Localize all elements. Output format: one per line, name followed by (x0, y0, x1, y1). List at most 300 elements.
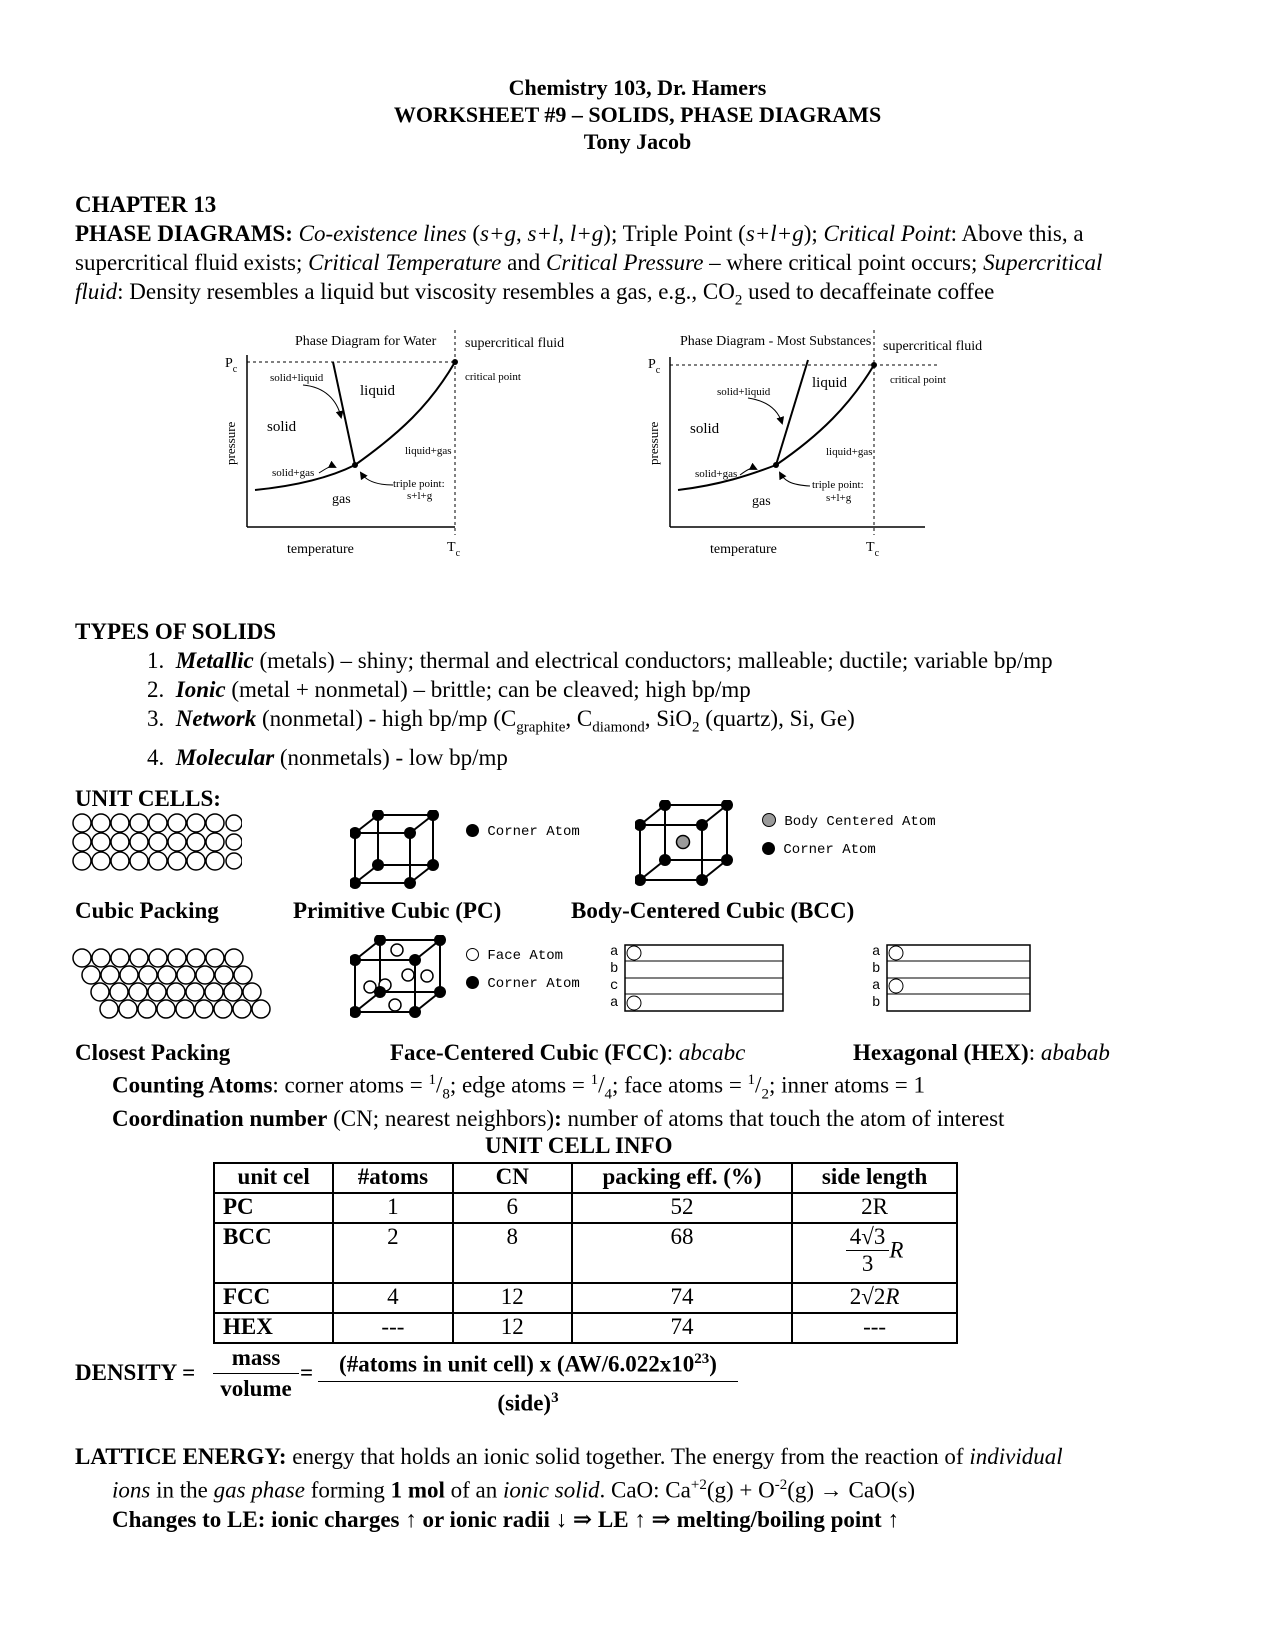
density-formula (318, 1343, 738, 1419)
text: s+g (480, 221, 516, 246)
path (303, 385, 341, 417)
circle (100, 1000, 118, 1018)
text: ) (709, 1351, 717, 1377)
text: 1. (147, 648, 165, 673)
density-equals: = (300, 1360, 314, 1385)
text: (CN; nearest neighbors) (327, 1106, 555, 1131)
circle (205, 983, 223, 1001)
circle (130, 833, 148, 851)
text: used to decaffeinate coffee (742, 279, 995, 304)
circle (82, 966, 100, 984)
liquid-gas-label: liquid+gas (405, 445, 452, 457)
text: (g) → CaO(s) (787, 1477, 915, 1503)
text: 4. (147, 744, 165, 770)
text: l+g (569, 221, 604, 246)
circle (206, 852, 224, 870)
circle (889, 979, 903, 993)
text: Corner Atom (487, 824, 580, 840)
text: . CaO: Ca (599, 1477, 691, 1503)
text: s+l+g (745, 221, 804, 246)
text: 1 (428, 1072, 436, 1088)
text: Ionic (175, 677, 226, 702)
td: 12 (453, 1283, 572, 1313)
circle (627, 996, 641, 1010)
circle (627, 946, 641, 960)
text: : corner atoms = (272, 1072, 429, 1098)
text (75, 1471, 1225, 1505)
td: FCC (214, 1283, 333, 1313)
circle (233, 1000, 251, 1018)
circle (168, 852, 186, 870)
solid-gas-label: solid+gas (695, 468, 738, 480)
circle (73, 852, 91, 870)
circle (187, 852, 205, 870)
td: 2R (792, 1193, 957, 1223)
circle (404, 827, 416, 839)
circle (206, 833, 224, 851)
circle (243, 983, 261, 1001)
text: c (455, 548, 461, 559)
melting-curve (333, 362, 355, 465)
circle (167, 983, 185, 1001)
td: 8 (453, 1223, 572, 1283)
text: : Above this, a (950, 221, 1084, 246)
circle (157, 1000, 175, 1018)
circle (101, 966, 119, 984)
fcc-side-length (792, 1283, 957, 1313)
critical-point-label: critical point (890, 374, 946, 386)
text: 8 (442, 1086, 450, 1103)
td: side length (792, 1163, 957, 1193)
supercritical-label: supercritical fluid (883, 339, 983, 354)
circle (129, 983, 147, 1001)
circle (409, 1006, 421, 1018)
circle (186, 983, 204, 1001)
circle (391, 944, 403, 956)
phase-label: PHASE DIAGRAMS: (75, 221, 293, 246)
fcc-layer-labels (610, 944, 618, 1012)
density-mass-volume (213, 1343, 299, 1404)
phase-intro-line2 (75, 248, 1215, 277)
circle (119, 1000, 137, 1018)
circle (659, 854, 671, 866)
text: √2 (861, 1284, 886, 1309)
gas-label: gas (752, 494, 771, 509)
pc-label (225, 356, 238, 375)
text: diamond (592, 719, 645, 736)
text: 4√3 (846, 1224, 890, 1251)
critical-point-dot (871, 362, 877, 368)
body-centered-atom (677, 836, 690, 849)
types-heading: TYPES OF SOLIDS (75, 619, 277, 644)
circle (434, 986, 446, 998)
text: in the (150, 1477, 214, 1503)
text: T (866, 540, 875, 555)
triple-point-dot (352, 462, 358, 468)
solid-type-item (75, 675, 1225, 704)
circle (73, 949, 91, 967)
circle (92, 852, 110, 870)
text: Critical Pressure (546, 250, 704, 275)
path (319, 466, 335, 473)
text: , SiO (644, 706, 693, 731)
circle (372, 859, 384, 871)
temperature-axis-label: temperature (710, 542, 777, 557)
text: : Density resembles a liquid but viscosity resembles a gas, e.g., CO (117, 279, 735, 304)
circle (149, 852, 167, 870)
circle (91, 983, 109, 1001)
circle (389, 999, 401, 1011)
svg (624, 944, 794, 1014)
text: (#atoms in unit cell) x (AW/6.022x10 (339, 1351, 695, 1377)
circle (402, 969, 414, 981)
pc-label (648, 357, 661, 376)
td: 4 (333, 1283, 452, 1313)
circle (404, 877, 416, 889)
text (846, 1224, 890, 1277)
text: b (610, 961, 619, 977)
text: graphite (516, 719, 566, 736)
text: energy that holds an ionic solid together. The energy from the reaction of (286, 1444, 970, 1469)
td: 68 (572, 1223, 792, 1283)
text: 2 (761, 1086, 769, 1103)
circle (224, 983, 242, 1001)
circle (111, 852, 129, 870)
circle (187, 833, 205, 851)
text: individual (969, 1444, 1063, 1469)
text: mass (213, 1343, 299, 1374)
td: packing eff. (%) (572, 1163, 792, 1193)
text: Molecular (175, 744, 275, 770)
hex-label: Hexagonal (HEX): ababab (853, 1040, 1110, 1065)
text: P (648, 357, 656, 372)
text: number of atoms that touch the atom of interest (561, 1106, 1005, 1131)
diagram-title: Phase Diagram - Most Substances (680, 334, 872, 349)
coexistence-term: Co-existence lines (298, 221, 467, 246)
circle (130, 814, 148, 832)
supercritical-label: supercritical fluid (465, 336, 565, 351)
td: 74 (572, 1283, 792, 1313)
fcc-label: Face-Centered Cubic (FCC): abcabc (390, 1040, 746, 1065)
circle (168, 833, 186, 851)
phase-intro-line1 (75, 219, 1215, 248)
text: b (872, 961, 881, 977)
unit-cell-table-title: UNIT CELL INFO (485, 1133, 673, 1158)
text: LATTICE ENERGY: (75, 1444, 287, 1469)
text: Metallic (175, 648, 254, 673)
counting-atoms: Counting Atoms: corner atoms = $^1/_8$; edge atoms = $^1/_4$; face atoms = $^1/_2$; inner atoms = 1 (112, 1072, 925, 1103)
text: +2 (690, 1477, 707, 1493)
td: #atoms (333, 1163, 452, 1193)
circle (196, 966, 214, 984)
circle (195, 1000, 213, 1018)
text: supercritical fluid exists; (75, 250, 309, 275)
tc-label (866, 540, 880, 559)
corner-atom-icon (762, 842, 775, 855)
text: (nonmetals) - low bp/mp (274, 744, 508, 770)
text: ; edge atoms = (449, 1072, 591, 1098)
solid-gas-label: solid+gas (272, 467, 315, 479)
text: 3 (861, 1251, 874, 1276)
text: Critical Point (823, 221, 951, 246)
td: --- (792, 1313, 957, 1343)
path (780, 473, 810, 486)
text: 1 (590, 1072, 599, 1088)
gas-label: gas (332, 492, 351, 507)
path (361, 473, 393, 485)
text: (quartz), Si, Ge) (699, 706, 855, 731)
circle (139, 966, 157, 984)
text: Corner Atom (783, 842, 876, 858)
worksheet-title: WORKSHEET #9 – SOLIDS, PHASE DIAGRAMS (393, 102, 882, 127)
triple-point-phases: s+l+g (407, 490, 433, 502)
circle (111, 833, 129, 851)
text: c (655, 365, 661, 376)
circle (225, 949, 243, 967)
circle (234, 966, 252, 984)
triple-point-label: triple point: (393, 478, 445, 490)
circle (92, 833, 110, 851)
circle (187, 814, 205, 832)
solid-type-item (75, 646, 1225, 675)
text: a (610, 944, 619, 960)
hex-layer-labels (872, 944, 880, 1012)
text: 2 (692, 719, 700, 736)
circle (696, 874, 708, 886)
body-centered-atom-icon (762, 813, 776, 827)
text: Critical Temperature (308, 250, 502, 275)
table-header-row (214, 1163, 957, 1193)
diagram-title: Phase Diagram for Water (295, 334, 437, 349)
td: 52 (572, 1193, 792, 1223)
text: c (874, 548, 880, 559)
tc-label (447, 540, 461, 559)
unit-cells-heading: UNIT CELLS: (75, 786, 221, 811)
text: 1 (747, 1072, 756, 1088)
pc-corner-atom-legend (466, 824, 580, 840)
primitive-cubic-diagram (350, 810, 460, 890)
solid-liquid-label: solid+liquid (270, 372, 324, 384)
circle (138, 1000, 156, 1018)
density-label: DENSITY = (75, 1360, 196, 1385)
coordination-number (112, 1106, 1004, 1132)
td: HEX (214, 1313, 333, 1343)
solid-label: solid (690, 421, 720, 437)
text: b (872, 995, 881, 1011)
closest-packing-label: Closest Packing (75, 1040, 231, 1065)
circle (149, 814, 167, 832)
text: (nonmetal) - high bp/mp (C (256, 706, 517, 731)
text (75, 1442, 1225, 1471)
lattice-energy-changes: Changes to LE: ionic charges ↑ or ionic radii ↓ ⇒ LE ↑ ⇒ melting/boiling point ↑ (112, 1506, 899, 1532)
text: ; inner atoms = 1 (768, 1072, 925, 1098)
text (318, 1382, 738, 1420)
table-row (214, 1283, 957, 1313)
text: ); Triple Point ( (603, 221, 746, 246)
text: a (872, 978, 881, 994)
circle (374, 986, 386, 998)
text: ababab (1040, 1040, 1110, 1065)
circle (176, 1000, 194, 1018)
td: unit cel (214, 1163, 333, 1193)
td: PC (214, 1193, 333, 1223)
text: 2 (734, 292, 743, 309)
text: volume (220, 1376, 292, 1401)
text: s+l (527, 221, 559, 246)
text: ); (803, 221, 824, 246)
text: , C (565, 706, 593, 731)
text: (g) + O (706, 1477, 775, 1503)
text: 3 (551, 1389, 559, 1406)
temperature-axis-label: temperature (287, 542, 354, 557)
circle (421, 970, 433, 982)
text: 1 mol (390, 1477, 445, 1503)
critical-point-label: critical point (465, 371, 521, 383)
primitive-cubic-label: Primitive Cubic (PC) (293, 898, 502, 923)
fcc-legend (466, 942, 580, 998)
circle (73, 833, 91, 851)
td: --- (333, 1313, 452, 1343)
circle (149, 949, 167, 967)
circle (226, 853, 242, 869)
circle (696, 819, 708, 831)
triple-point-dot (773, 462, 779, 468)
circle (252, 1000, 270, 1018)
text: ; face atoms = (611, 1072, 748, 1098)
text: a (610, 995, 619, 1011)
liquid-label: liquid (812, 375, 848, 391)
text: Face Atom (487, 948, 564, 964)
text: ionic solid (503, 1477, 600, 1503)
phase-diagram-water (215, 305, 615, 590)
text: ions (112, 1477, 151, 1503)
circle (111, 949, 129, 967)
text: 4 (604, 1086, 612, 1103)
page-header (0, 74, 1275, 155)
text: Body Centered Atom (784, 814, 936, 830)
circle (409, 954, 421, 966)
circle (92, 949, 110, 967)
lattice-energy (75, 1442, 1225, 1534)
triple-point-phases: s+l+g (826, 492, 852, 504)
corner-atom-icon (466, 976, 479, 989)
phase-intro (75, 190, 1215, 316)
solid-label: solid (267, 419, 297, 435)
text: – where critical point occurs; (703, 250, 984, 275)
text: c (610, 978, 619, 994)
critical-point-dot (452, 359, 458, 365)
text: Network (175, 706, 257, 731)
solid-type-item (75, 743, 1225, 772)
text: Hexagonal (HEX) (853, 1040, 1029, 1065)
triple-point-label: triple point: (812, 479, 864, 491)
bcc-corner-atom-legend (762, 836, 936, 864)
circle (177, 966, 195, 984)
text: 2. (147, 677, 165, 702)
bcc-body-atom-legend (762, 808, 936, 836)
text: R (889, 1237, 904, 1263)
text: Coordination number (112, 1106, 328, 1131)
fcc-corner-atom-legend (466, 970, 580, 998)
text: T (447, 540, 456, 555)
text: 3. (147, 706, 165, 731)
circle (214, 1000, 232, 1018)
circle (111, 814, 129, 832)
text: c (232, 364, 238, 375)
td: CN (453, 1163, 572, 1193)
text: -2 (774, 1477, 788, 1493)
td: 1 (333, 1193, 452, 1223)
circle (110, 983, 128, 1001)
circle (158, 966, 176, 984)
unit-cell-table (213, 1162, 958, 1344)
phase-diagram-most-substances (640, 305, 1060, 590)
text: 23 (694, 1351, 710, 1367)
text: abcabc (678, 1040, 746, 1065)
cubic-packing-diagram (72, 813, 242, 878)
pressure-axis-label: pressure (646, 421, 661, 465)
circle (721, 854, 733, 866)
table-row (214, 1193, 957, 1223)
melting-curve (776, 360, 808, 465)
closest-packing-diagram (72, 948, 272, 1028)
text: (metal + nonmetal) – brittle; can be cleaved; high bp/mp (225, 677, 751, 702)
text: Supercritical (983, 250, 1103, 275)
text: R (885, 1284, 900, 1309)
td: BCC (214, 1223, 333, 1283)
circle (130, 852, 148, 870)
text: forming (304, 1477, 391, 1503)
body-centered-cubic-diagram (635, 800, 745, 890)
face-atom-icon (466, 948, 479, 961)
td: 6 (453, 1193, 572, 1223)
text: P (225, 356, 233, 371)
liquid-gas-label: liquid+gas (826, 446, 873, 458)
pressure-axis-label: pressure (223, 421, 238, 465)
course-title: Chemistry 103, Dr. Hamers (508, 75, 767, 100)
circle (427, 859, 439, 871)
chapter-heading: CHAPTER 13 (75, 192, 217, 217)
face-centered-cubic-diagram (350, 935, 460, 1020)
bcc-legend (762, 808, 936, 864)
circle (206, 949, 224, 967)
circle (149, 833, 167, 851)
circle (148, 983, 166, 1001)
text (318, 1343, 738, 1382)
circle (215, 966, 233, 984)
corner-atom-icon (466, 824, 479, 837)
circle (226, 834, 242, 850)
td: 2 (333, 1223, 452, 1283)
text: of an (444, 1477, 504, 1503)
cubic-packing-label: Cubic Packing (75, 898, 219, 923)
text: Corner Atom (487, 976, 580, 992)
text: (metals) – shiny; thermal and electrical conductors; malleable; ductile; variable bp/mp (253, 648, 1053, 673)
text: and (501, 250, 547, 275)
fcc-face-atom-legend (466, 942, 580, 970)
circle (130, 949, 148, 967)
circle (120, 966, 138, 984)
table-row (214, 1223, 957, 1283)
circle (73, 814, 91, 832)
text: 2 (849, 1284, 862, 1309)
circle (187, 949, 205, 967)
td: 74 (572, 1313, 792, 1343)
solid-type-item (75, 704, 1225, 743)
circle (168, 949, 186, 967)
text: a (872, 944, 881, 960)
text: gas phase (213, 1477, 305, 1503)
